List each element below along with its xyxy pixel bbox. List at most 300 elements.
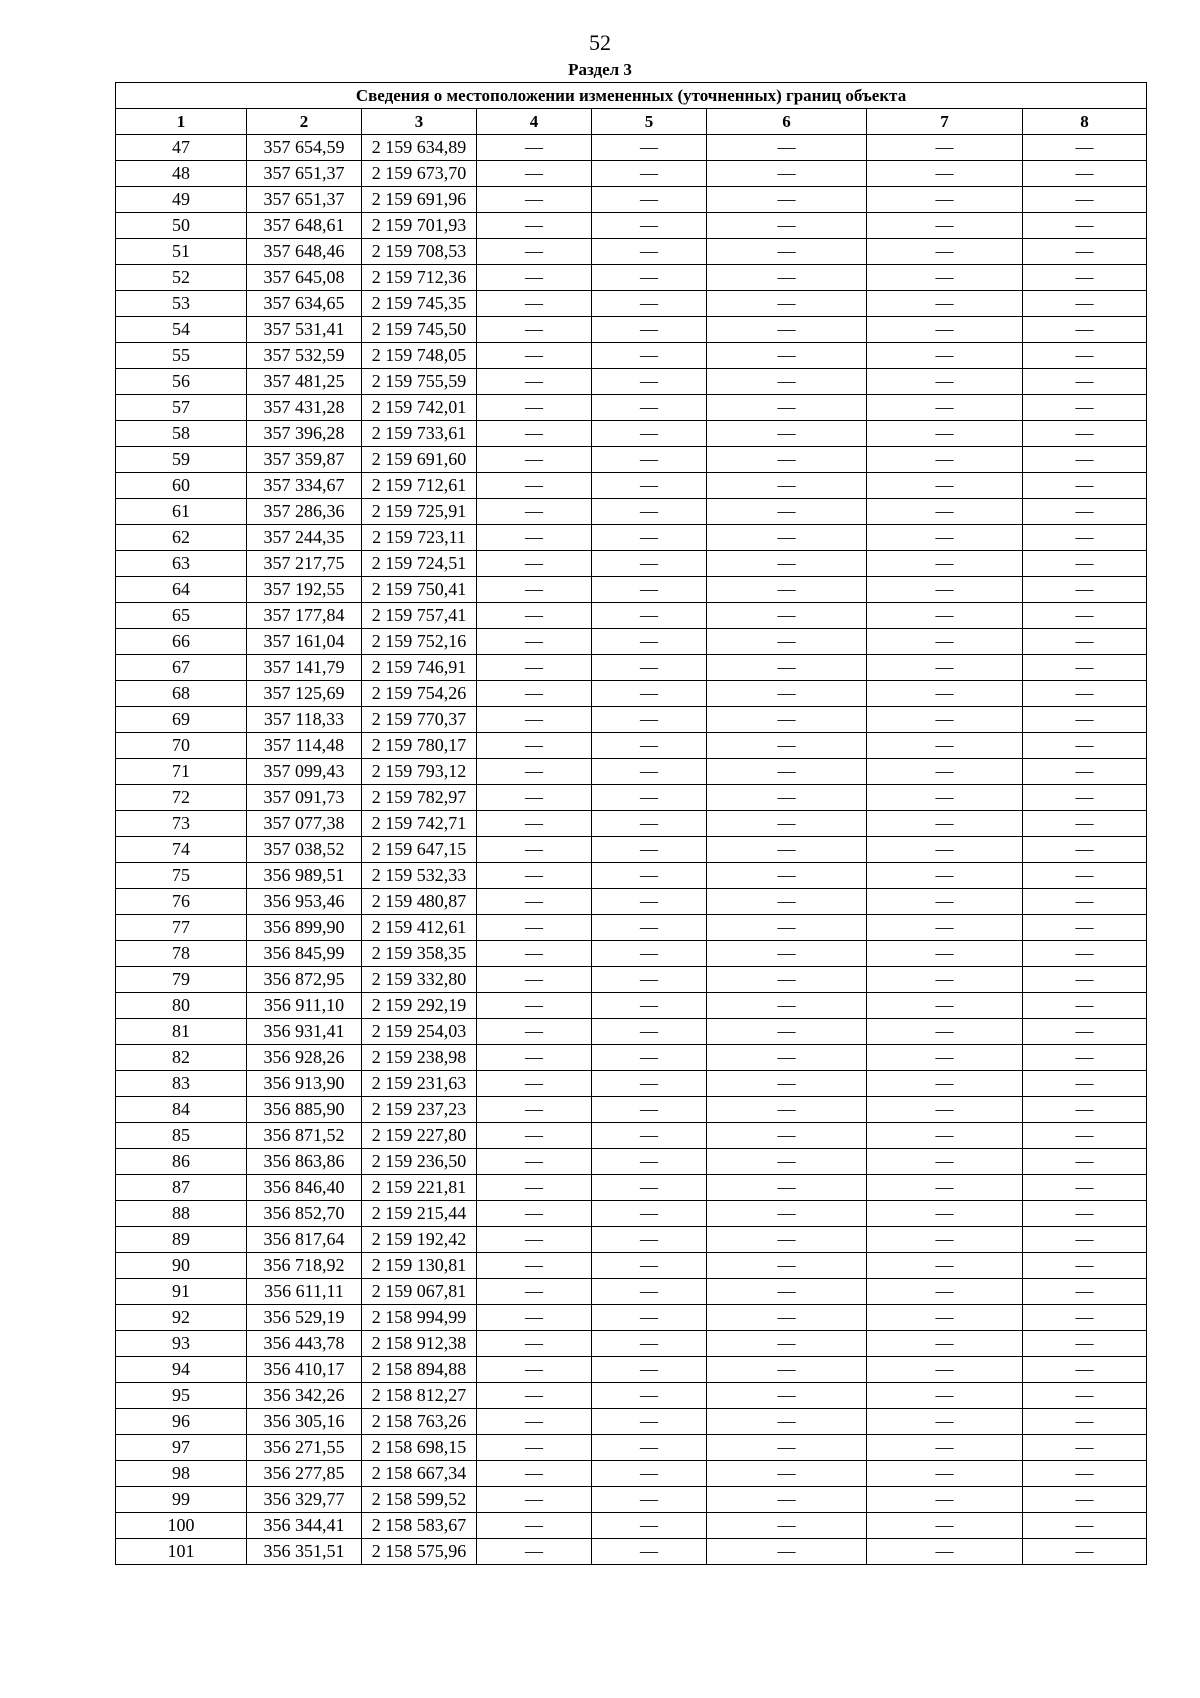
empty-dash-cell: — — [592, 1539, 707, 1565]
empty-dash-cell: — — [592, 707, 707, 733]
empty-dash-cell: — — [707, 1305, 867, 1331]
y-coordinate-cell: 2 159 647,15 — [362, 837, 477, 863]
empty-dash-cell: — — [1023, 239, 1147, 265]
y-coordinate-cell: 2 159 691,96 — [362, 187, 477, 213]
table-row — [116, 187, 1147, 213]
empty-dash-cell: — — [1023, 1513, 1147, 1539]
y-coordinate-cell: 2 159 221,81 — [362, 1175, 477, 1201]
table-row — [116, 525, 1147, 551]
empty-dash-cell: — — [867, 1461, 1023, 1487]
point-number-cell: 66 — [116, 629, 247, 655]
empty-dash-cell: — — [707, 707, 867, 733]
x-coordinate-cell: 357 161,04 — [247, 629, 362, 655]
empty-dash-cell: — — [867, 1175, 1023, 1201]
empty-dash-cell: — — [707, 1279, 867, 1305]
empty-dash-cell: — — [1023, 1045, 1147, 1071]
empty-dash-cell: — — [867, 603, 1023, 629]
table-row — [116, 291, 1147, 317]
empty-dash-cell: — — [1023, 837, 1147, 863]
empty-dash-cell: — — [477, 1279, 592, 1305]
x-coordinate-cell: 356 911,10 — [247, 993, 362, 1019]
empty-dash-cell: — — [867, 1149, 1023, 1175]
table-row — [116, 863, 1147, 889]
empty-dash-cell: — — [1023, 1487, 1147, 1513]
empty-dash-cell: — — [867, 1487, 1023, 1513]
empty-dash-cell: — — [867, 1123, 1023, 1149]
point-number-cell: 47 — [116, 135, 247, 161]
table-row — [116, 889, 1147, 915]
y-coordinate-cell: 2 159 725,91 — [362, 499, 477, 525]
table-row — [116, 161, 1147, 187]
point-number-cell: 97 — [116, 1435, 247, 1461]
empty-dash-cell: — — [867, 161, 1023, 187]
empty-dash-cell: — — [1023, 395, 1147, 421]
column-header: 6 — [707, 109, 867, 135]
point-number-cell: 50 — [116, 213, 247, 239]
empty-dash-cell: — — [707, 1409, 867, 1435]
x-coordinate-cell: 357 532,59 — [247, 343, 362, 369]
empty-dash-cell: — — [592, 1227, 707, 1253]
table-row — [116, 1435, 1147, 1461]
empty-dash-cell: — — [477, 1513, 592, 1539]
empty-dash-cell: — — [477, 1019, 592, 1045]
empty-dash-cell: — — [707, 1357, 867, 1383]
empty-dash-cell: — — [477, 1123, 592, 1149]
x-coordinate-cell: 356 611,11 — [247, 1279, 362, 1305]
empty-dash-cell: — — [477, 1045, 592, 1071]
empty-dash-cell: — — [477, 707, 592, 733]
coordinates-table — [115, 82, 1147, 1565]
point-number-cell: 49 — [116, 187, 247, 213]
x-coordinate-cell: 356 845,99 — [247, 941, 362, 967]
empty-dash-cell: — — [477, 317, 592, 343]
empty-dash-cell: — — [477, 655, 592, 681]
empty-dash-cell: — — [477, 1331, 592, 1357]
y-coordinate-cell: 2 158 812,27 — [362, 1383, 477, 1409]
empty-dash-cell: — — [1023, 525, 1147, 551]
empty-dash-cell: — — [867, 655, 1023, 681]
empty-dash-cell: — — [477, 1071, 592, 1097]
empty-dash-cell: — — [707, 837, 867, 863]
point-number-cell: 75 — [116, 863, 247, 889]
empty-dash-cell: — — [707, 655, 867, 681]
empty-dash-cell: — — [477, 1253, 592, 1279]
empty-dash-cell: — — [867, 1513, 1023, 1539]
empty-dash-cell: — — [707, 785, 867, 811]
empty-dash-cell: — — [1023, 655, 1147, 681]
empty-dash-cell: — — [477, 629, 592, 655]
x-coordinate-cell: 356 410,17 — [247, 1357, 362, 1383]
empty-dash-cell: — — [1023, 473, 1147, 499]
empty-dash-cell: — — [477, 785, 592, 811]
y-coordinate-cell: 2 159 701,93 — [362, 213, 477, 239]
x-coordinate-cell: 357 651,37 — [247, 187, 362, 213]
table-row — [116, 707, 1147, 733]
point-number-cell: 64 — [116, 577, 247, 603]
empty-dash-cell: — — [477, 187, 592, 213]
empty-dash-cell: — — [707, 369, 867, 395]
empty-dash-cell: — — [707, 161, 867, 187]
y-coordinate-cell: 2 159 358,35 — [362, 941, 477, 967]
column-header: 4 — [477, 109, 592, 135]
empty-dash-cell: — — [477, 447, 592, 473]
table-row — [116, 1487, 1147, 1513]
table-row — [116, 1461, 1147, 1487]
empty-dash-cell: — — [867, 837, 1023, 863]
point-number-cell: 101 — [116, 1539, 247, 1565]
x-coordinate-cell: 357 334,67 — [247, 473, 362, 499]
empty-dash-cell: — — [592, 1331, 707, 1357]
empty-dash-cell: — — [592, 1487, 707, 1513]
table-row — [116, 1305, 1147, 1331]
point-number-cell: 86 — [116, 1149, 247, 1175]
y-coordinate-cell: 2 159 067,81 — [362, 1279, 477, 1305]
table-title-row — [116, 83, 1147, 109]
y-coordinate-cell: 2 159 673,70 — [362, 161, 477, 187]
x-coordinate-cell: 357 125,69 — [247, 681, 362, 707]
table-row — [116, 681, 1147, 707]
table-body — [116, 135, 1147, 1565]
y-coordinate-cell: 2 159 745,50 — [362, 317, 477, 343]
empty-dash-cell: — — [1023, 1071, 1147, 1097]
empty-dash-cell: — — [707, 473, 867, 499]
point-number-cell: 65 — [116, 603, 247, 629]
empty-dash-cell: — — [592, 759, 707, 785]
empty-dash-cell: — — [1023, 1149, 1147, 1175]
y-coordinate-cell: 2 159 745,35 — [362, 291, 477, 317]
empty-dash-cell: — — [1023, 1019, 1147, 1045]
empty-dash-cell: — — [477, 941, 592, 967]
empty-dash-cell: — — [707, 1175, 867, 1201]
y-coordinate-cell: 2 159 757,41 — [362, 603, 477, 629]
table-row — [116, 1383, 1147, 1409]
empty-dash-cell: — — [477, 551, 592, 577]
y-coordinate-cell: 2 159 733,61 — [362, 421, 477, 447]
y-coordinate-cell: 2 159 238,98 — [362, 1045, 477, 1071]
empty-dash-cell: — — [1023, 1097, 1147, 1123]
empty-dash-cell: — — [867, 525, 1023, 551]
empty-dash-cell: — — [1023, 343, 1147, 369]
empty-dash-cell: — — [1023, 291, 1147, 317]
empty-dash-cell: — — [477, 291, 592, 317]
empty-dash-cell: — — [1023, 161, 1147, 187]
empty-dash-cell: — — [592, 1513, 707, 1539]
y-coordinate-cell: 2 159 742,01 — [362, 395, 477, 421]
table-row — [116, 759, 1147, 785]
empty-dash-cell: — — [592, 1045, 707, 1071]
table-row — [116, 551, 1147, 577]
empty-dash-cell: — — [867, 1227, 1023, 1253]
x-coordinate-cell: 357 217,75 — [247, 551, 362, 577]
empty-dash-cell: — — [867, 499, 1023, 525]
point-number-cell: 91 — [116, 1279, 247, 1305]
table-title: Сведения о местоположении измененных (уточненных) границ объекта — [116, 83, 1147, 109]
table-row — [116, 395, 1147, 421]
empty-dash-cell: — — [1023, 811, 1147, 837]
empty-dash-cell: — — [477, 1487, 592, 1513]
empty-dash-cell: — — [707, 1201, 867, 1227]
y-coordinate-cell: 2 159 750,41 — [362, 577, 477, 603]
empty-dash-cell: — — [1023, 993, 1147, 1019]
table-row — [116, 135, 1147, 161]
table-row — [116, 837, 1147, 863]
empty-dash-cell: — — [592, 1435, 707, 1461]
empty-dash-cell: — — [867, 421, 1023, 447]
empty-dash-cell: — — [867, 1357, 1023, 1383]
empty-dash-cell: — — [867, 1331, 1023, 1357]
x-coordinate-cell: 356 913,90 — [247, 1071, 362, 1097]
y-coordinate-cell: 2 158 912,38 — [362, 1331, 477, 1357]
empty-dash-cell: — — [477, 1149, 592, 1175]
y-coordinate-cell: 2 159 770,37 — [362, 707, 477, 733]
empty-dash-cell: — — [707, 551, 867, 577]
empty-dash-cell: — — [867, 811, 1023, 837]
table-row — [116, 343, 1147, 369]
point-number-cell: 79 — [116, 967, 247, 993]
table-row — [116, 213, 1147, 239]
y-coordinate-cell: 2 159 691,60 — [362, 447, 477, 473]
empty-dash-cell: — — [477, 993, 592, 1019]
empty-dash-cell: — — [1023, 213, 1147, 239]
column-header: 8 — [1023, 109, 1147, 135]
empty-dash-cell: — — [592, 1357, 707, 1383]
empty-dash-cell: — — [1023, 1435, 1147, 1461]
empty-dash-cell: — — [867, 629, 1023, 655]
x-coordinate-cell: 356 351,51 — [247, 1539, 362, 1565]
empty-dash-cell: — — [1023, 265, 1147, 291]
point-number-cell: 96 — [116, 1409, 247, 1435]
x-coordinate-cell: 356 344,41 — [247, 1513, 362, 1539]
empty-dash-cell: — — [1023, 1227, 1147, 1253]
empty-dash-cell: — — [867, 447, 1023, 473]
empty-dash-cell: — — [867, 941, 1023, 967]
empty-dash-cell: — — [477, 1357, 592, 1383]
empty-dash-cell: — — [477, 1227, 592, 1253]
empty-dash-cell: — — [707, 291, 867, 317]
empty-dash-cell: — — [592, 629, 707, 655]
empty-dash-cell: — — [592, 1097, 707, 1123]
x-coordinate-cell: 356 846,40 — [247, 1175, 362, 1201]
empty-dash-cell: — — [707, 213, 867, 239]
empty-dash-cell: — — [867, 1201, 1023, 1227]
empty-dash-cell: — — [592, 941, 707, 967]
empty-dash-cell: — — [707, 395, 867, 421]
empty-dash-cell: — — [592, 811, 707, 837]
x-coordinate-cell: 357 192,55 — [247, 577, 362, 603]
empty-dash-cell: — — [592, 1123, 707, 1149]
empty-dash-cell: — — [1023, 317, 1147, 343]
y-coordinate-cell: 2 158 698,15 — [362, 1435, 477, 1461]
empty-dash-cell: — — [477, 135, 592, 161]
empty-dash-cell: — — [707, 525, 867, 551]
y-coordinate-cell: 2 159 227,80 — [362, 1123, 477, 1149]
empty-dash-cell: — — [477, 863, 592, 889]
y-coordinate-cell: 2 158 575,96 — [362, 1539, 477, 1565]
empty-dash-cell: — — [867, 473, 1023, 499]
y-coordinate-cell: 2 159 748,05 — [362, 343, 477, 369]
column-header: 5 — [592, 109, 707, 135]
table-row — [116, 369, 1147, 395]
x-coordinate-cell: 357 141,79 — [247, 655, 362, 681]
table-row — [116, 421, 1147, 447]
empty-dash-cell: — — [592, 421, 707, 447]
table-row — [116, 1045, 1147, 1071]
empty-dash-cell: — — [1023, 369, 1147, 395]
x-coordinate-cell: 357 648,46 — [247, 239, 362, 265]
empty-dash-cell: — — [707, 317, 867, 343]
empty-dash-cell: — — [707, 1227, 867, 1253]
empty-dash-cell: — — [477, 1539, 592, 1565]
table-row — [116, 603, 1147, 629]
table-row — [116, 1149, 1147, 1175]
empty-dash-cell: — — [867, 1539, 1023, 1565]
empty-dash-cell: — — [592, 447, 707, 473]
empty-dash-cell: — — [477, 499, 592, 525]
empty-dash-cell: — — [477, 395, 592, 421]
empty-dash-cell: — — [867, 135, 1023, 161]
table-row — [116, 1409, 1147, 1435]
empty-dash-cell: — — [592, 1409, 707, 1435]
empty-dash-cell: — — [1023, 1123, 1147, 1149]
empty-dash-cell: — — [1023, 1461, 1147, 1487]
y-coordinate-cell: 2 159 236,50 — [362, 1149, 477, 1175]
empty-dash-cell: — — [867, 1305, 1023, 1331]
empty-dash-cell: — — [867, 317, 1023, 343]
empty-dash-cell: — — [1023, 603, 1147, 629]
point-number-cell: 72 — [116, 785, 247, 811]
empty-dash-cell: — — [477, 967, 592, 993]
empty-dash-cell: — — [867, 993, 1023, 1019]
empty-dash-cell: — — [1023, 1279, 1147, 1305]
empty-dash-cell: — — [477, 759, 592, 785]
empty-dash-cell: — — [1023, 1253, 1147, 1279]
empty-dash-cell: — — [1023, 421, 1147, 447]
empty-dash-cell: — — [477, 1201, 592, 1227]
empty-dash-cell: — — [867, 785, 1023, 811]
table-row — [116, 1097, 1147, 1123]
empty-dash-cell: — — [477, 733, 592, 759]
x-coordinate-cell: 357 177,84 — [247, 603, 362, 629]
empty-dash-cell: — — [707, 239, 867, 265]
empty-dash-cell: — — [867, 551, 1023, 577]
point-number-cell: 48 — [116, 161, 247, 187]
empty-dash-cell: — — [867, 1383, 1023, 1409]
table-row — [116, 1279, 1147, 1305]
empty-dash-cell: — — [1023, 733, 1147, 759]
empty-dash-cell: — — [707, 1435, 867, 1461]
x-coordinate-cell: 356 863,86 — [247, 1149, 362, 1175]
empty-dash-cell: — — [707, 681, 867, 707]
empty-dash-cell: — — [477, 421, 592, 447]
y-coordinate-cell: 2 159 412,61 — [362, 915, 477, 941]
empty-dash-cell: — — [1023, 135, 1147, 161]
empty-dash-cell: — — [707, 915, 867, 941]
x-coordinate-cell: 357 531,41 — [247, 317, 362, 343]
empty-dash-cell: — — [477, 1461, 592, 1487]
point-number-cell: 95 — [116, 1383, 247, 1409]
empty-dash-cell: — — [867, 681, 1023, 707]
y-coordinate-cell: 2 159 712,61 — [362, 473, 477, 499]
x-coordinate-cell: 356 271,55 — [247, 1435, 362, 1461]
empty-dash-cell: — — [707, 421, 867, 447]
empty-dash-cell: — — [592, 889, 707, 915]
y-coordinate-cell: 2 158 599,52 — [362, 1487, 477, 1513]
point-number-cell: 87 — [116, 1175, 247, 1201]
table-row — [116, 1201, 1147, 1227]
empty-dash-cell: — — [477, 681, 592, 707]
empty-dash-cell: — — [1023, 681, 1147, 707]
point-number-cell: 68 — [116, 681, 247, 707]
empty-dash-cell: — — [1023, 941, 1147, 967]
empty-dash-cell: — — [1023, 707, 1147, 733]
empty-dash-cell: — — [592, 343, 707, 369]
empty-dash-cell: — — [707, 1383, 867, 1409]
y-coordinate-cell: 2 159 480,87 — [362, 889, 477, 915]
table-row — [116, 967, 1147, 993]
empty-dash-cell: — — [1023, 1175, 1147, 1201]
empty-dash-cell: — — [477, 369, 592, 395]
x-coordinate-cell: 357 091,73 — [247, 785, 362, 811]
x-coordinate-cell: 356 989,51 — [247, 863, 362, 889]
column-header: 1 — [116, 109, 247, 135]
table-row — [116, 265, 1147, 291]
empty-dash-cell: — — [707, 603, 867, 629]
x-coordinate-cell: 356 953,46 — [247, 889, 362, 915]
empty-dash-cell: — — [707, 265, 867, 291]
y-coordinate-cell: 2 159 755,59 — [362, 369, 477, 395]
x-coordinate-cell: 357 038,52 — [247, 837, 362, 863]
point-number-cell: 74 — [116, 837, 247, 863]
empty-dash-cell: — — [867, 395, 1023, 421]
empty-dash-cell: — — [477, 525, 592, 551]
y-coordinate-cell: 2 159 332,80 — [362, 967, 477, 993]
empty-dash-cell: — — [707, 733, 867, 759]
y-coordinate-cell: 2 159 215,44 — [362, 1201, 477, 1227]
empty-dash-cell: — — [867, 1435, 1023, 1461]
empty-dash-cell: — — [592, 577, 707, 603]
point-number-cell: 70 — [116, 733, 247, 759]
empty-dash-cell: — — [1023, 629, 1147, 655]
empty-dash-cell: — — [592, 213, 707, 239]
point-number-cell: 55 — [116, 343, 247, 369]
empty-dash-cell: — — [707, 1461, 867, 1487]
empty-dash-cell: — — [707, 941, 867, 967]
empty-dash-cell: — — [707, 1123, 867, 1149]
empty-dash-cell: — — [477, 161, 592, 187]
empty-dash-cell: — — [592, 291, 707, 317]
x-coordinate-cell: 356 529,19 — [247, 1305, 362, 1331]
point-number-cell: 92 — [116, 1305, 247, 1331]
column-header: 3 — [362, 109, 477, 135]
point-number-cell: 51 — [116, 239, 247, 265]
x-coordinate-cell: 356 305,16 — [247, 1409, 362, 1435]
empty-dash-cell: — — [477, 837, 592, 863]
page-number: 52 — [589, 30, 611, 55]
empty-dash-cell: — — [867, 759, 1023, 785]
table-row — [116, 1071, 1147, 1097]
empty-dash-cell: — — [592, 1461, 707, 1487]
empty-dash-cell: — — [592, 1383, 707, 1409]
empty-dash-cell: — — [867, 1253, 1023, 1279]
point-number-cell: 59 — [116, 447, 247, 473]
empty-dash-cell: — — [592, 993, 707, 1019]
empty-dash-cell: — — [1023, 759, 1147, 785]
empty-dash-cell: — — [1023, 967, 1147, 993]
empty-dash-cell: — — [592, 1149, 707, 1175]
empty-dash-cell: — — [1023, 863, 1147, 889]
empty-dash-cell: — — [867, 213, 1023, 239]
empty-dash-cell: — — [867, 1045, 1023, 1071]
